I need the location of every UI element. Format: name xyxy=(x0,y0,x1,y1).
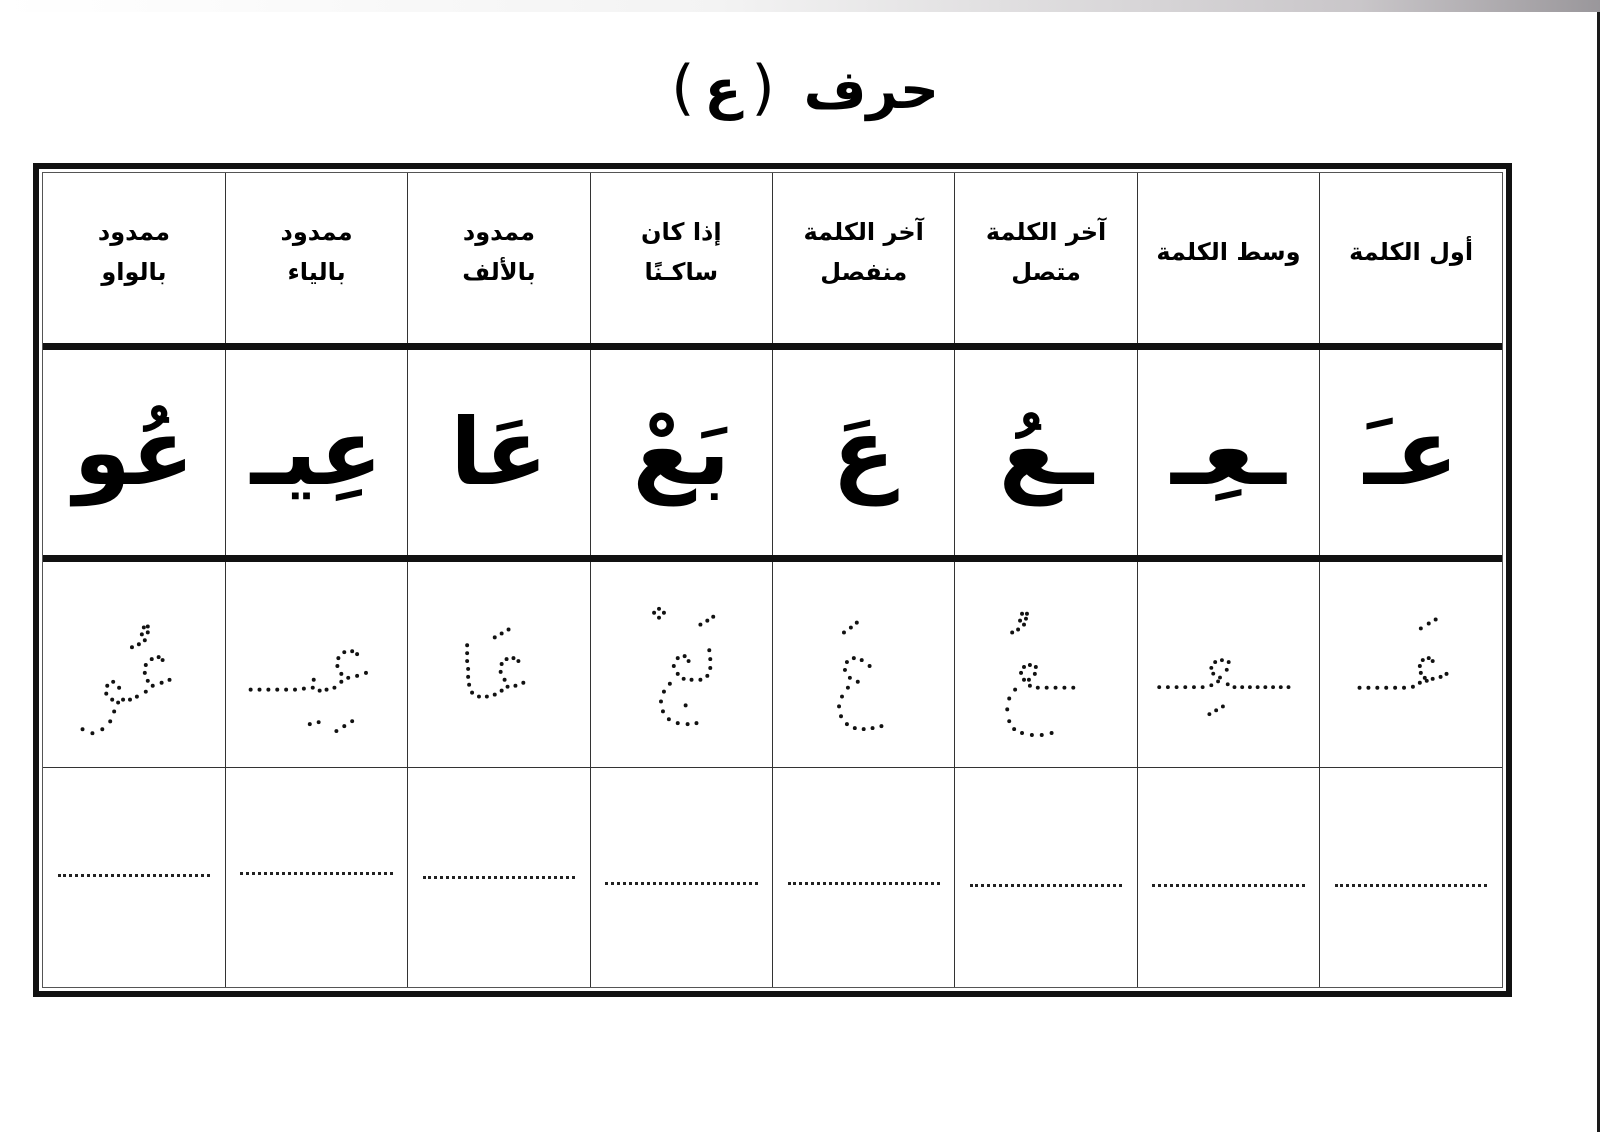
title-close-paren: ) xyxy=(671,53,695,123)
trace-cell-ya[interactable] xyxy=(225,559,407,768)
header-cell-ya: ممدود بالياء xyxy=(225,173,407,347)
page-title xyxy=(0,48,1600,130)
header-row xyxy=(43,173,1502,347)
writing-baseline xyxy=(1152,884,1304,887)
writing-baseline xyxy=(788,882,940,885)
tracing-row xyxy=(43,559,1502,768)
dotted-ain-ya-icon xyxy=(226,562,407,767)
header-cell-waw: ممدود بالواو xyxy=(43,173,225,347)
trace-cell-initial[interactable] xyxy=(1320,559,1502,768)
header-cell-alif: ممدود بالألف xyxy=(408,173,590,347)
title-letter: ع xyxy=(704,58,742,121)
trace-cell-waw[interactable] xyxy=(43,559,225,768)
dotted-medial-ain-icon xyxy=(1138,562,1319,767)
writing-baseline xyxy=(1335,884,1488,887)
write-cell-sukun[interactable] xyxy=(590,768,772,988)
dotted-ba-ain-sukun-icon xyxy=(591,562,772,767)
header-cell-sukun: إذا كان ساكـنًا xyxy=(590,173,772,347)
write-cell-final-separate[interactable] xyxy=(773,768,955,988)
write-cell-final-connected[interactable] xyxy=(955,768,1137,988)
header-cell-initial: أول الكلمة xyxy=(1320,173,1502,347)
write-cell-ya[interactable] xyxy=(225,768,407,988)
writing-baseline xyxy=(240,872,392,875)
trace-cell-final-connected[interactable] xyxy=(955,559,1137,768)
dotted-ain-waw-icon xyxy=(43,562,225,767)
dotted-final-ain-icon xyxy=(955,562,1136,767)
form-cell-medial: ـعِـ xyxy=(1137,347,1319,559)
title-prefix: حرف xyxy=(803,58,939,121)
form-cell-initial: عـَ xyxy=(1320,347,1502,559)
form-cell-ya: عِيـ xyxy=(225,347,407,559)
letter-grid xyxy=(43,173,1502,987)
write-cell-medial[interactable] xyxy=(1137,768,1319,988)
header-cell-final-connected: آخر الكلمة متصل xyxy=(955,173,1137,347)
writing-baseline xyxy=(605,882,757,885)
writing-baseline xyxy=(58,874,211,877)
writing-baseline xyxy=(970,884,1122,887)
form-cell-waw: عُو xyxy=(43,347,225,559)
trace-cell-alif[interactable] xyxy=(408,559,590,768)
dotted-initial-ain-icon xyxy=(1320,562,1502,767)
header-cell-medial: وسط الكلمة xyxy=(1137,173,1319,347)
trace-cell-final-separate[interactable] xyxy=(773,559,955,768)
trace-cell-sukun[interactable] xyxy=(590,559,772,768)
forms-row xyxy=(43,347,1502,559)
scan-edge-shadow xyxy=(0,0,1600,12)
header-cell-final-separate: آخر الكلمة منفصل xyxy=(773,173,955,347)
worksheet-table xyxy=(33,163,1512,997)
writing-baseline xyxy=(423,876,575,879)
form-cell-sukun: بَعْ xyxy=(590,347,772,559)
write-cell-alif[interactable] xyxy=(408,768,590,988)
title-open-paren: ( xyxy=(751,53,775,123)
dotted-ain-alif-icon xyxy=(408,562,589,767)
write-cell-initial[interactable] xyxy=(1320,768,1502,988)
form-cell-final-connected: ـعُ xyxy=(955,347,1137,559)
dotted-isolated-ain-icon xyxy=(773,562,954,767)
write-cell-waw[interactable] xyxy=(43,768,225,988)
form-cell-alif: عَا xyxy=(408,347,590,559)
trace-cell-medial[interactable] xyxy=(1137,559,1319,768)
form-cell-final-separate: عَ xyxy=(773,347,955,559)
writing-row xyxy=(43,768,1502,988)
